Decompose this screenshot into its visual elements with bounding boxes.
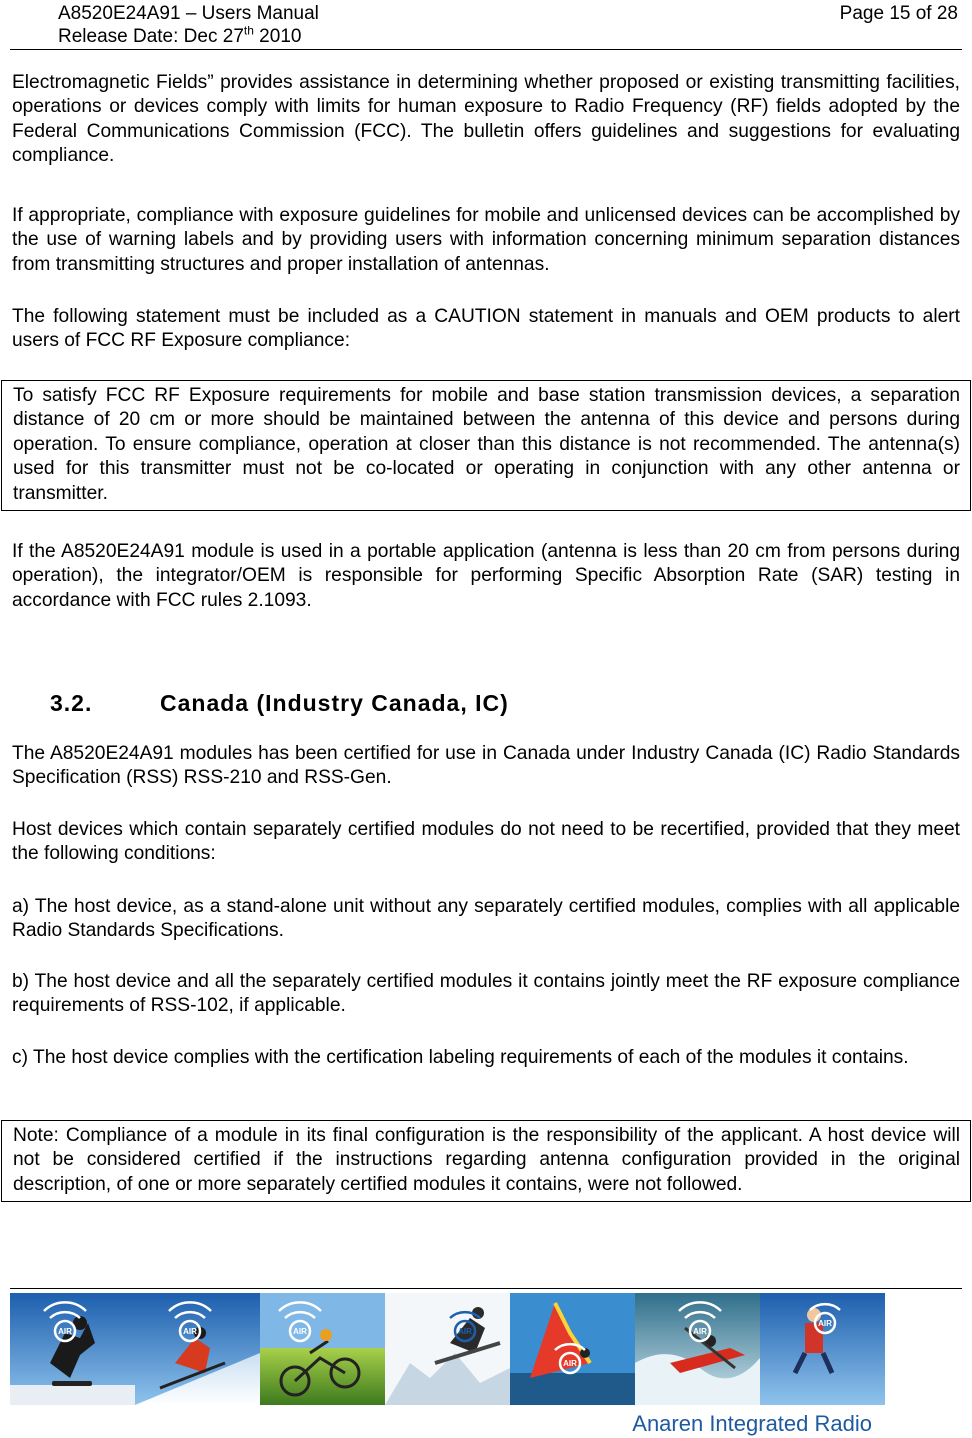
- paragraph-host-devices: Host devices which contain separately certified modules do not need to be recertified, provided that they meet the following conditions:: [12, 819, 960, 865]
- release-date: Release Date: Dec 27th 2010: [58, 23, 302, 47]
- page-header: [58, 2, 958, 48]
- condition-b: b) The host device and all the separately certified modules it contains jointly meet the RF exposure compliance requirements of RSS-102, if applicable.: [12, 971, 960, 1017]
- panel-skateboarder: [10, 1293, 135, 1405]
- header-divider: [10, 49, 962, 50]
- panel-kayaker: [635, 1293, 760, 1405]
- condition-a: a) The host device, as a stand-alone unit without any separately certified modules, complies with all applicable Radio Standards Specifications.: [12, 896, 960, 942]
- page-number: Page 15 of 28: [839, 3, 958, 24]
- panel-skier: [135, 1293, 260, 1405]
- footer-banner: [10, 1293, 886, 1438]
- svg-text:AIR: AIR: [693, 1327, 707, 1336]
- paragraph-caution-intro: The following statement must be included as a CAUTION statement in manuals and OEM products to alert users of FCC RF Exposure compliance:: [12, 306, 960, 352]
- note-box: Note: Compliance of a module in its final configuration is the responsibility of the applicant. A host device will not be considered certified if the instructions regarding antenna configuration provided in the original description, of one or more separately certified modules it contains, were not followed.: [1, 1120, 971, 1202]
- condition-c: c) The host device complies with the certification labeling requirements of each of the modules it contains.: [12, 1047, 909, 1068]
- panel-snowboarder: [385, 1293, 510, 1405]
- brand-wordmark: Anaren Integrated Radio: [632, 1411, 872, 1436]
- footer-divider: [10, 1288, 962, 1289]
- paragraph-compliance-guidelines: If appropriate, compliance with exposure guidelines for mobile and unlicensed devices can be accomplished by the use of warning labels and by providing users with information concerning minimum separation distances from transmitting structures and proper installation of antennas.: [12, 205, 960, 275]
- svg-text:AIR: AIR: [458, 1327, 472, 1336]
- panel-trampoline: [760, 1293, 885, 1405]
- section-number: 3.2.: [50, 690, 93, 716]
- panel-windsurfer: [510, 1293, 635, 1405]
- paragraph-sar-testing: If the A8520E24A91 module is used in a portable application (antenna is less than 20 cm from persons during operation), the integrator/OEM is responsible for performing Specific Absorption Rate (SAR) testing in accordance with FCC rules 2.1093.: [12, 541, 960, 611]
- svg-text:AIR: AIR: [58, 1327, 72, 1336]
- svg-text:AIR: AIR: [818, 1319, 832, 1328]
- svg-text:AIR: AIR: [183, 1327, 197, 1336]
- caution-statement-box: To satisfy FCC RF Exposure requirements for mobile and base station transmission devices, a separation distance of 20 cm or more should be maintained between the antenna of this device and persons during operation. To ensure compliance, operation at closer than this distance is not recommended. The antenna(s) used for this transmitter must not be co-located or operating in conjunction with any other antenna or transmitter.: [1, 380, 971, 511]
- svg-text:AIR: AIR: [563, 1359, 577, 1368]
- paragraph-ic-certification: The A8520E24A91 modules has been certified for use in Canada under Industry Canada (IC) Radio Standards Specification (RSS) RSS-210 and RSS-Gen.: [12, 743, 960, 789]
- svg-text:AIR: AIR: [293, 1327, 307, 1336]
- section-heading: [50, 690, 509, 717]
- paragraph-fcc-bulletin: Electromagnetic Fields” provides assistance in determining whether proposed or existing transmitting facilities, operations or devices comply with limits for human exposure to Radio Frequency (RF) fields adopted by the Federal Communications Commission (FCC). The bulletin offers guidelines and suggestions for evaluating compliance.: [12, 72, 960, 167]
- section-title: Canada (Industry Canada, IC): [160, 690, 509, 716]
- document-title: A8520E24A91 – Users Manual: [58, 3, 319, 24]
